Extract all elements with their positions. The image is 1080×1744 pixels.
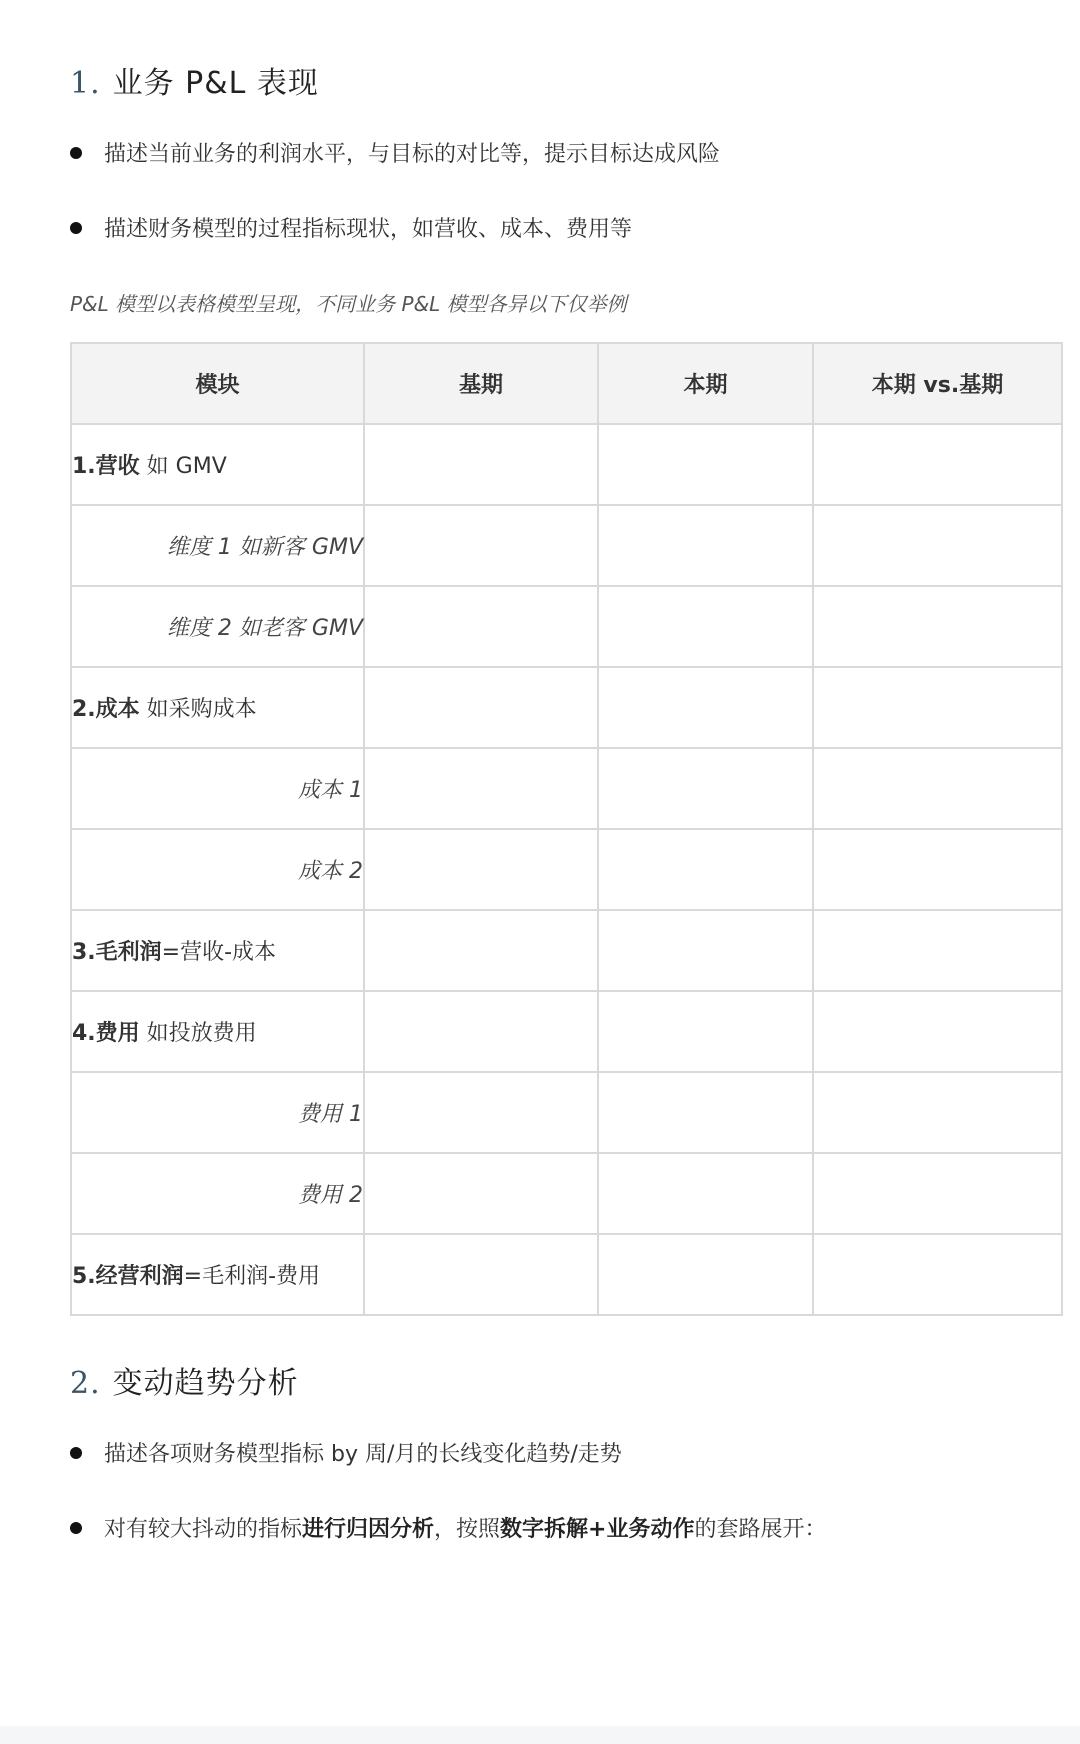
table-row [71,1153,1062,1234]
table-row [71,1072,1062,1153]
bottom-strip [0,1726,1080,1744]
bullet-text: 描述各项财务模型指标 by 周/月的长线变化趋势/走势 [104,1442,622,1467]
current-period-cell [598,1072,813,1153]
base-period-cell [364,1072,598,1153]
bullet-bold-text: 数字拆解+业务动作 [500,1517,695,1542]
base-period-cell [364,424,598,505]
header-comparison: 本期 vs.基期 [813,343,1062,424]
module-cell [71,910,364,991]
bullet-item [70,1437,622,1468]
current-period-cell [598,748,813,829]
base-period-cell [364,505,598,586]
sub-item-cell: 成本 2 [71,829,364,910]
current-period-cell [598,424,813,505]
base-period-cell [364,829,598,910]
bullet-dot-icon [70,1522,82,1534]
comparison-cell [813,910,1062,991]
table-header-row [71,343,1062,424]
base-period-cell [364,667,598,748]
header-base-period: 基期 [364,343,598,424]
section-2-number: 2. [70,1366,101,1401]
base-period-cell [364,748,598,829]
sub-item-cell: 维度 2 如老客 GMV [71,586,364,667]
bullet-dot-icon [70,1447,82,1459]
bullet-dot-icon [70,147,82,159]
table-row [71,424,1062,505]
comparison-cell [813,586,1062,667]
module-bold-label: 3.毛利润 [72,940,162,965]
bullet-text: 描述当前业务的利润水平，与目标的对比等，提示目标达成风险 [104,142,721,167]
base-period-cell [364,1153,598,1234]
section-1-heading [70,58,319,102]
comparison-cell [813,424,1062,505]
module-bold-label: 4.费用 [72,1021,140,1046]
bullet-bold-text: 进行归因分析 [302,1517,435,1542]
table-row [71,667,1062,748]
current-period-cell [598,991,813,1072]
table-row [71,829,1062,910]
base-period-cell [364,586,598,667]
table-row [71,1234,1062,1315]
base-period-cell [364,991,598,1072]
current-period-cell [598,586,813,667]
comparison-cell [813,1072,1062,1153]
module-cell [71,667,364,748]
module-cell [71,424,364,505]
section-1-number: 1. [70,66,101,101]
table-row [71,586,1062,667]
comparison-cell [813,991,1062,1072]
table-row [71,910,1062,991]
header-current-period: 本期 [598,343,813,424]
sub-item-cell: 维度 1 如新客 GMV [71,505,364,586]
module-label: =营收-成本 [161,940,277,965]
bullet-text-part: ，按照 [434,1517,501,1542]
current-period-cell [598,829,813,910]
table-row [71,505,1062,586]
module-label: 如投放费用 [139,1021,257,1046]
module-cell [71,1234,364,1315]
pl-table [70,342,1063,1316]
comparison-cell [813,1153,1062,1234]
bullet-item [70,1512,827,1543]
sub-item-cell: 费用 2 [71,1153,364,1234]
table-note: P&L 模型以表格模型呈现，不同业务 P&L 模型各异以下仅举例 [70,292,627,316]
table-row [71,991,1062,1072]
module-label: 如采购成本 [139,697,257,722]
comparison-cell [813,505,1062,586]
module-bold-label: 2.成本 [72,697,140,722]
bullet-text-part: 的套路展开： [694,1517,827,1542]
comparison-cell [813,667,1062,748]
current-period-cell [598,505,813,586]
sub-item-cell: 成本 1 [71,748,364,829]
bullet-item [70,137,720,168]
module-cell [71,991,364,1072]
current-period-cell [598,667,813,748]
sub-item-cell: 费用 1 [71,1072,364,1153]
bullet-item [70,212,632,243]
base-period-cell [364,1234,598,1315]
comparison-cell [813,748,1062,829]
table-row [71,748,1062,829]
bullet-dot-icon [70,222,82,234]
section-2-title: 变动趋势分析 [112,1366,299,1401]
bullet-text: 描述财务模型的过程指标现状，如营收、成本、费用等 [104,217,633,242]
section-2-heading [70,1358,299,1402]
section-1-title: 业务 P&L 表现 [112,66,319,101]
module-bold-label: 1.营收 [72,454,140,479]
header-module: 模块 [71,343,364,424]
module-label: =毛利润-费用 [183,1264,321,1289]
comparison-cell [813,1234,1062,1315]
module-label: 如 GMV [139,454,227,479]
current-period-cell [598,1234,813,1315]
bullet-text-part: 对有较大抖动的指标 [104,1517,303,1542]
current-period-cell [598,1153,813,1234]
current-period-cell [598,910,813,991]
base-period-cell [364,910,598,991]
comparison-cell [813,829,1062,910]
module-bold-label: 5.经营利润 [72,1264,184,1289]
